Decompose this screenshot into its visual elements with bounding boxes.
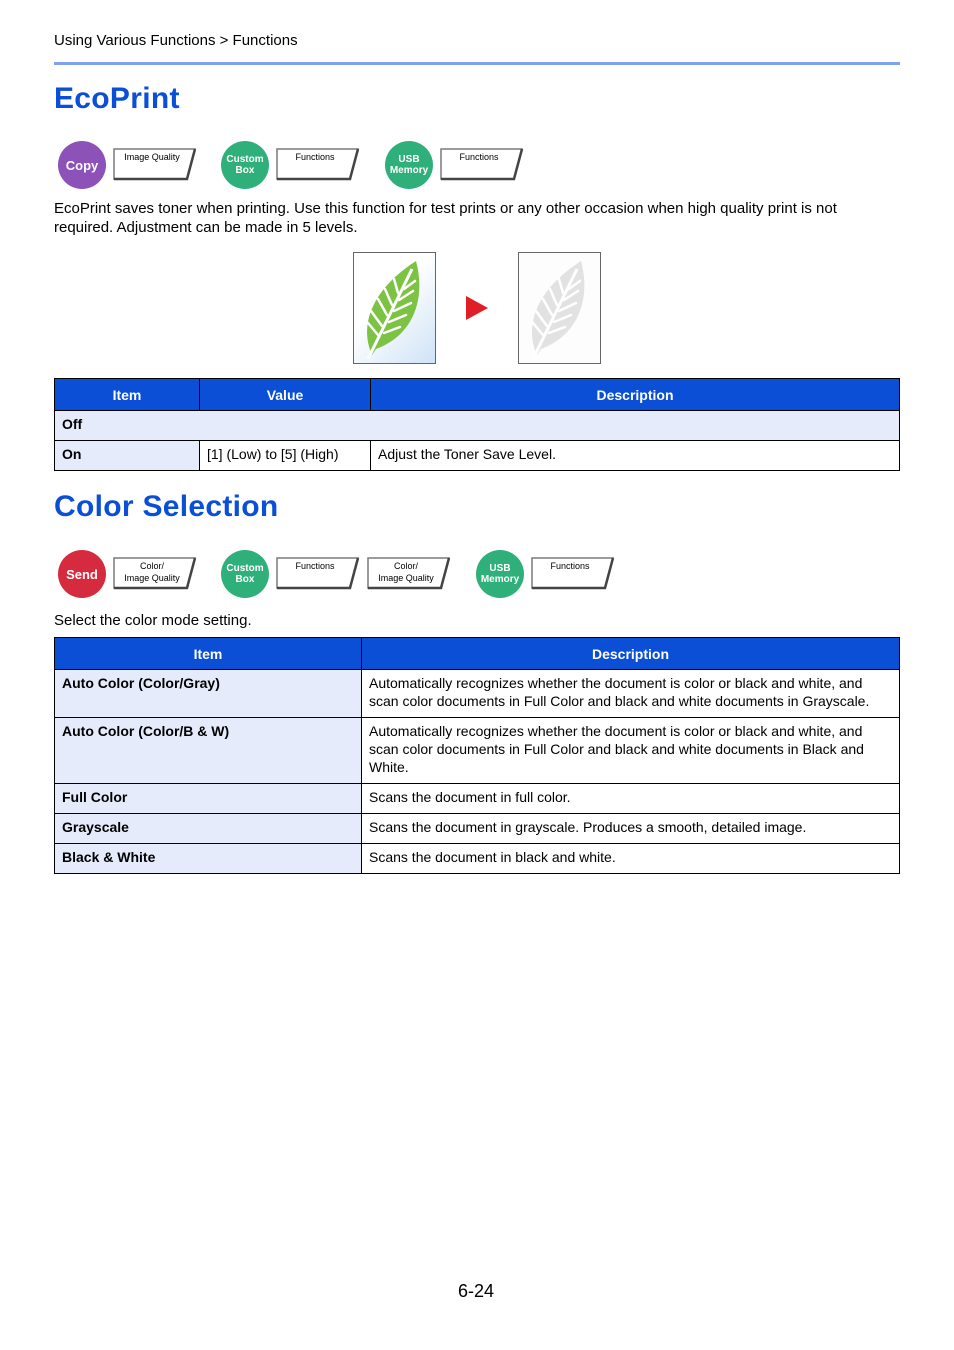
- item-cell: Full Color: [55, 784, 362, 814]
- faded-leaf-icon: [519, 253, 600, 363]
- value-cell: [1] (Low) to [5] (High): [200, 441, 371, 471]
- usb-memory-mode-badge: USB Memory: [476, 550, 524, 598]
- ecoprint-table: [54, 378, 900, 471]
- ecoprint-sample: [518, 252, 601, 364]
- description-cell: Scans the document in grayscale. Produces a smooth, detailed image.: [362, 814, 900, 844]
- normal-print-sample: [353, 252, 436, 364]
- description-cell: Scans the document in full color.: [362, 784, 900, 814]
- page-number: 6-24: [458, 1281, 495, 1301]
- header-rule: [54, 62, 900, 65]
- breadcrumb: Using Various Functions > Functions: [54, 32, 298, 49]
- table-header-row: [55, 379, 900, 411]
- color-image-quality-tab: Color/ Image Quality: [113, 557, 197, 589]
- functions-tab: Functions: [276, 557, 360, 589]
- column-header: Item: [55, 379, 200, 411]
- ecoprint-description: EcoPrint saves toner when printing. Use this function for test prints or any other occasion when high quality print is not required. Adjustment can be made in 5 levels.: [54, 200, 837, 236]
- image-quality-tab: Image Quality: [113, 148, 197, 180]
- leaf-icon: [354, 253, 435, 363]
- table-row: [55, 411, 900, 441]
- functions-tab: Functions: [276, 148, 360, 180]
- description-cell: Automatically recognizes whether the document is color or black and white, and scan color documents in Full Color and black and white documents in Black and White.: [362, 718, 900, 784]
- ecoprint-title: EcoPrint: [54, 82, 180, 115]
- custom-box-mode-badge: Custom Box: [221, 141, 269, 189]
- description-cell: Adjust the Toner Save Level.: [371, 441, 900, 471]
- functions-tab: Functions: [531, 557, 615, 589]
- color-selection-table: [54, 637, 900, 874]
- column-header: Description: [362, 638, 900, 670]
- table-row: [55, 814, 900, 844]
- copy-mode-badge: Copy: [58, 141, 106, 189]
- color-image-quality-tab: Color/ Image Quality: [367, 557, 451, 589]
- table-header-row: [55, 638, 900, 670]
- item-cell: Off: [55, 411, 900, 441]
- table-row: [55, 670, 900, 718]
- table-row: [55, 441, 900, 471]
- item-cell: Auto Color (Color/B & W): [55, 718, 362, 784]
- color-selection-description: Select the color mode setting.: [54, 612, 252, 629]
- item-cell: Black & White: [55, 844, 362, 874]
- play-arrow-icon: [465, 295, 489, 321]
- description-cell: Automatically recognizes whether the document is color or black and white, and scan color documents in Full Color and black and white documents in Grayscale.: [362, 670, 900, 718]
- column-header: Description: [371, 379, 900, 411]
- custom-box-mode-badge: Custom Box: [221, 550, 269, 598]
- table-row: [55, 718, 900, 784]
- item-cell: On: [55, 441, 200, 471]
- item-cell: Auto Color (Color/Gray): [55, 670, 362, 718]
- functions-tab: Functions: [440, 148, 524, 180]
- item-cell: Grayscale: [55, 814, 362, 844]
- column-header: Item: [55, 638, 362, 670]
- usb-memory-mode-badge: USB Memory: [385, 141, 433, 189]
- color-selection-title: Color Selection: [54, 490, 279, 523]
- table-row: [55, 784, 900, 814]
- send-mode-badge: Send: [58, 550, 106, 598]
- description-cell: Scans the document in black and white.: [362, 844, 900, 874]
- column-header: Value: [200, 379, 371, 411]
- table-row: [55, 844, 900, 874]
